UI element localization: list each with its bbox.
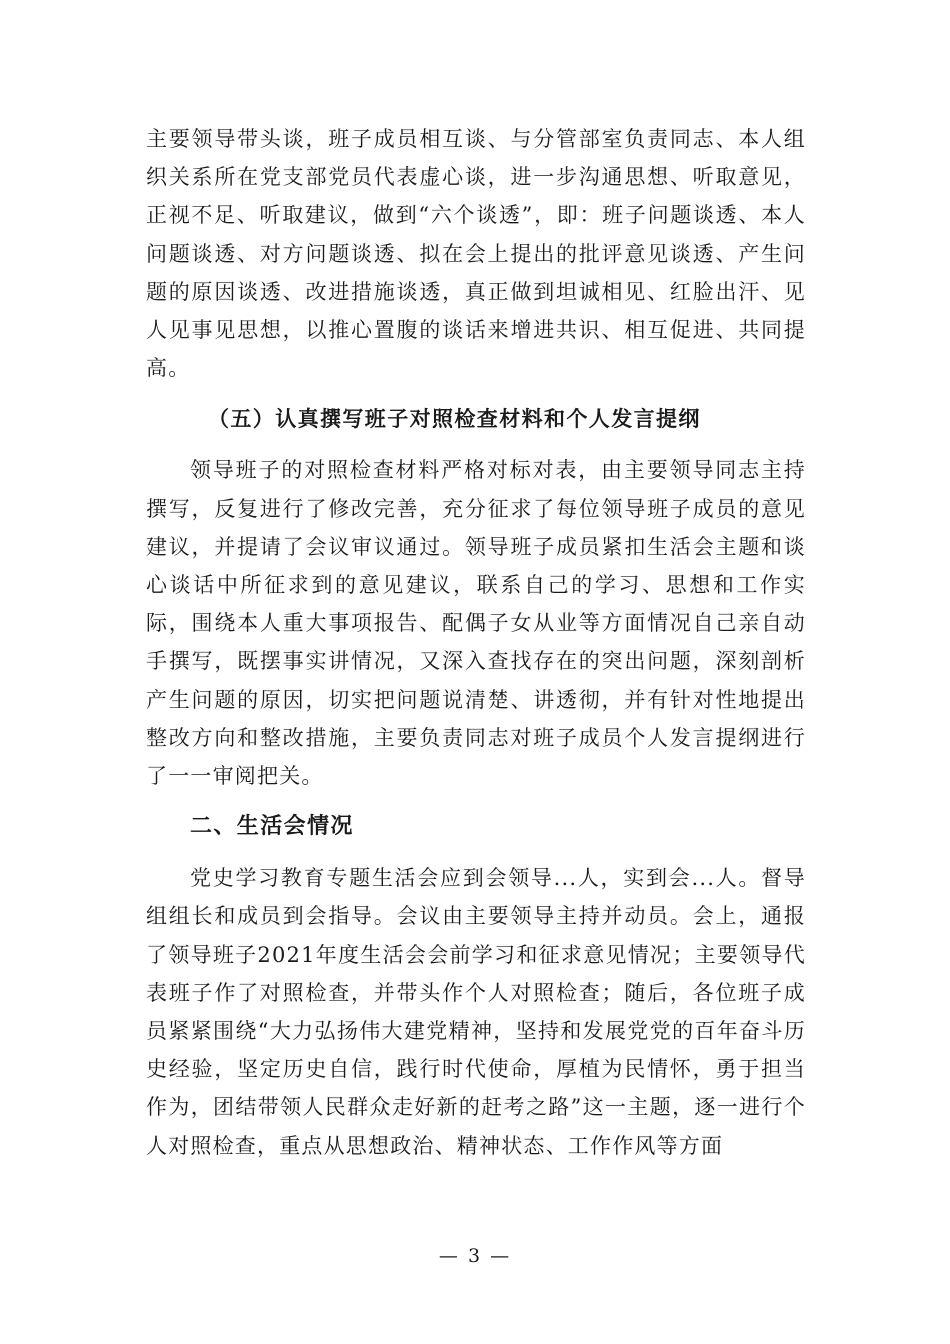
body-paragraph: 领导班子的对照检查材料严格对标对表，由主要领导同志主持撰写，反复进行了修改完善，充分征求了每位领导班子成员的意见建议，并提请了会议审议通过。领导班子成员紧扣生活会主题和谈心谈话中所征求到的意见建议，联系自己的学习、思想和工作实际，围绕本人重大事项报告、配偶子女从业等方面情况自己亲自动手撰写，既摆事实讲情况，又深入查找存在的突出问题，深刻剖析产生问题的原因，切实把问题说清楚、讲透彻，并有针对性地提出整改方向和整改措施，主要负责同志对班子成员个人发言提纲进行了一一审阅把关。 bbox=[146, 458, 806, 789]
subheading: （五）认真撰写班子对照检查材料和个人发言提纲 bbox=[208, 406, 701, 432]
document-body bbox=[146, 120, 806, 1165]
body-paragraph: 主要领导带头谈，班子成员相互谈、与分管部室负责同志、本人组织关系所在党支部党员代表虚心谈，进一步沟通思想、听取意见，正视不足、听取建议，做到“六个谈透”，即：班子问题谈透、本人问题谈透、对方问题谈透、拟在会上提出的批评意见谈透、产生问题的原因谈透、改进措施谈透，真正做到坦诚相见、红脸出汗、见人见事见思想，以推心置腹的谈话来增进共识、相互促进、共同提高。 bbox=[146, 127, 806, 381]
page-number: — 3 — bbox=[438, 1245, 512, 1267]
section-heading: 二、生活会情况 bbox=[190, 814, 354, 840]
body-paragraph: 党史学习教育专题生活会应到会领导...人，实到会...人。督导组组长和成员到会指导。会议由主要领导主持并动员。会上，通报了领导班子2021年度生活会会前学习和征求意见情况；主要领导代表班子作了对照检查，并带头作个人对照检查；随后，各位班子成员紧紧围绕“大力弘扬伟大建党精神，坚持和发展党党的百年奋斗历史经验，坚定历史自信，践行时代使命，厚植为民情怀，勇于担当作为，团结带领人民群众走好新的赶考之路”这一主题，逐一进行个人对照检查，重点从思想政治、精神状态、工作作风等方面 bbox=[146, 866, 806, 1158]
